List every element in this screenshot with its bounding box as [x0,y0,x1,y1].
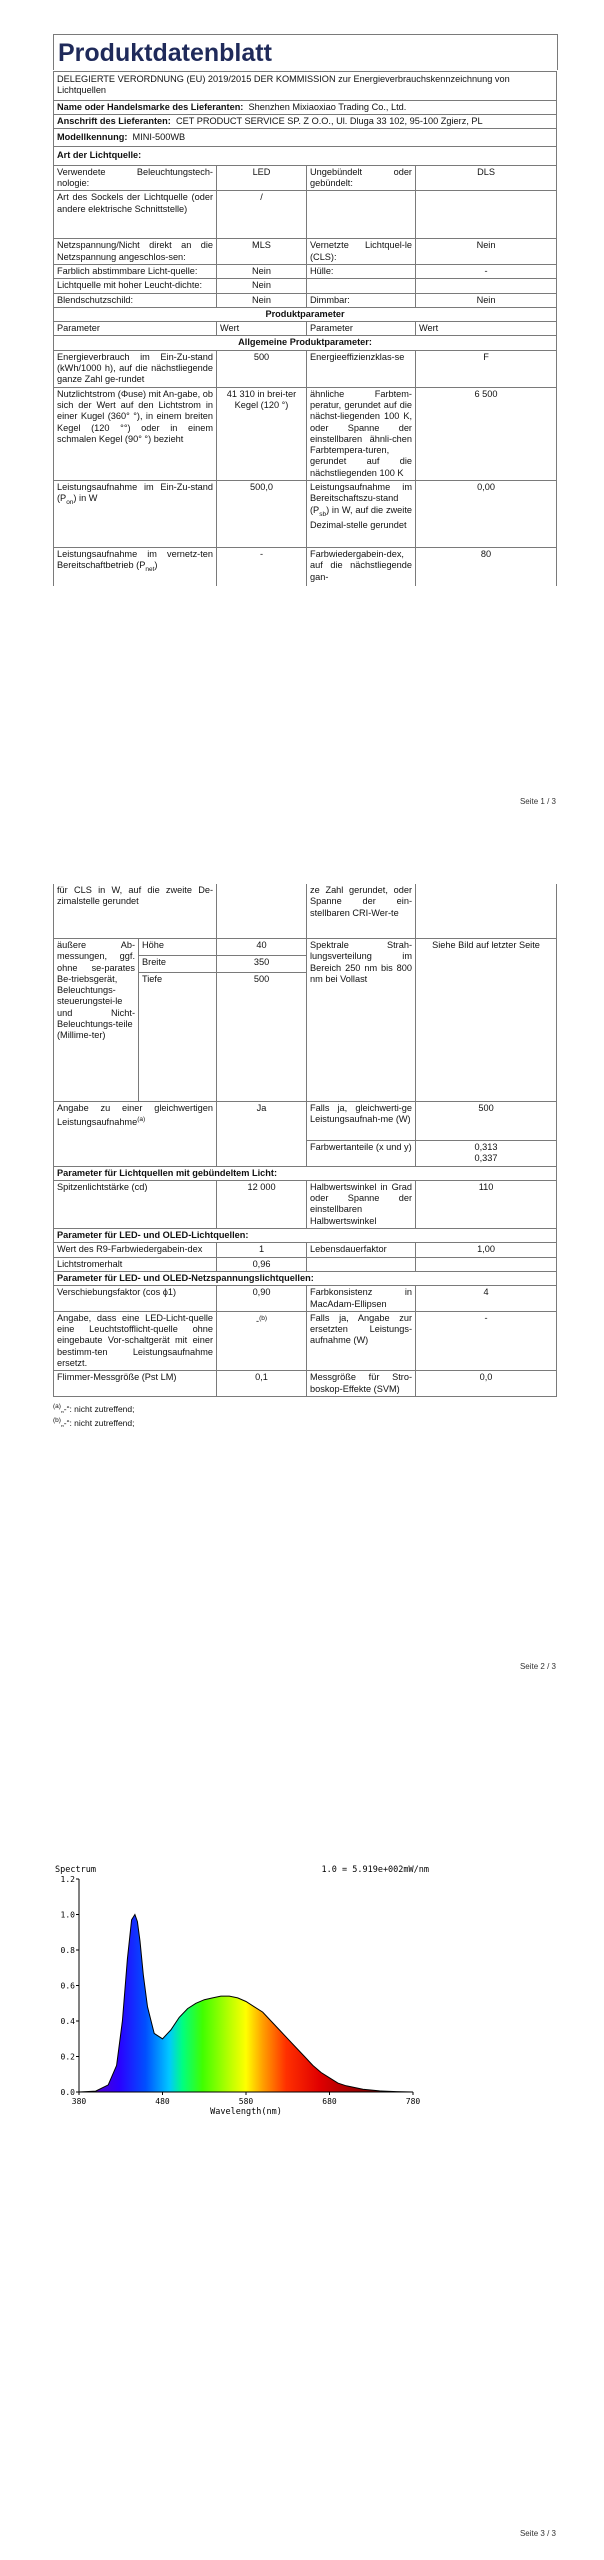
supplier-value: Shenzhen Mixiaoxiao Trading Co., Ltd. [248,101,407,112]
y-tick-label: 0.8 [60,1946,75,1955]
table-row [54,1257,557,1271]
led-header: Parameter für LED- und OLED-Lichtquellen: [54,1229,557,1243]
table-row [54,191,557,239]
supplier-label: Name oder Handelsmarke des Lieferanten: [57,101,244,112]
cap-type-label: Art des Sockels der Lichtquelle (oder andere elektrische Schnittstelle) [54,191,217,239]
empty-cell [416,1257,557,1271]
table-row [54,1371,557,1397]
table-row [54,481,557,548]
net-standby-label-cont: für CLS in W, auf die zweite De-zimalstelle gerundet [54,884,217,939]
page-2-content [53,884,556,1429]
x-tick-label: 380 [71,2097,87,2106]
tunable-value: Nein [217,264,307,278]
cap-type-value: / [217,191,307,239]
col-header-param: Parameter [54,322,217,336]
equiv-power-label [54,1102,217,1167]
column-headers [54,322,557,336]
page-number: Seite 2 / 3 [519,1662,556,1671]
peak-intensity-value: 12 000 [217,1180,307,1228]
directional-label: Ungebündelt oder gebündelt: [307,165,416,191]
x-axis-label: Wavelength(nm) [210,2107,282,2117]
table-row [54,279,557,293]
tunable-label: Farblich abstimmbare Licht-quelle: [54,264,217,278]
supplier-row [54,100,557,114]
replaced-power-value: - [416,1311,557,1370]
dimmable-value: Nein [416,293,557,307]
on-power-label [54,481,217,548]
width-label: Breite [139,955,217,972]
tech-value: LED [217,165,307,191]
anti-glare-label: Blendschutzschild: [54,293,217,307]
footnotes [53,1401,556,1429]
standby-text: Leistungsaufnahme im Bereitschaftszu-stand (P [310,482,412,515]
light-type-header: Art der Lichtquelle: [54,147,557,165]
table-row [54,239,557,265]
table-row [54,165,557,191]
chromaticity-y: 0,337 [474,1153,498,1164]
depth-value: 500 [217,972,307,1101]
table-row [54,1311,557,1370]
page-1 [0,0,604,830]
model-row [54,129,557,147]
plot-area [61,1875,421,2106]
beam-angle-label: Halbwertswinkel in Grad oder Spanne der einstellbaren Halbwertswinkel [307,1180,416,1228]
y-tick-label: 0.0 [60,2088,75,2097]
useful-flux-label: Nutzlichtstrom (Φuse) mit An-gabe, ob sich der Wert auf den Lichtstrom in einer Kugel (360° °), in einem breiten Kegel (120 °°) oder in einem schmalen Kegel (90° °) bezieht [54,387,217,480]
width-value: 350 [217,955,307,972]
address-label: Anschrift des Lieferanten: [57,115,171,126]
product-params-header: Produktparameter [54,307,557,321]
footnote-b-mark: (b) [53,1416,61,1424]
equiv-power-text: Angabe zu einer gleichwertigen Leistungsaufnahme [57,1103,214,1128]
replacement-sup: (b) [259,1314,268,1322]
table-row [54,939,557,956]
on-power-value: 500,0 [217,481,307,548]
cls-label: Vernetzte Lichtquel-le (CLS): [307,239,416,265]
datasheet-header [53,34,558,70]
standby-sub: sb [319,510,327,518]
footnote-a-text: „-“: nicht zutreffend; [60,1403,135,1414]
flicker-label: Flimmer-Messgröße (Pst LM) [54,1371,217,1397]
cri-value: 80 [416,548,557,587]
height-value: 40 [217,939,307,956]
dimensions-label: äußere Ab-messungen, ggf. ohne se-parates Be-triebsgerät, Beleuchtungs-steuerungstei-le und Nicht-Beleuchtungs-teile (Millime-ter) [54,939,139,1102]
on-power-sub: on [66,499,74,507]
survival-value: 1,00 [416,1243,557,1257]
macadam-value: 4 [416,1286,557,1312]
directional-value: DLS [416,165,557,191]
dimmable-label: Dimmbar: [307,293,416,307]
net-standby-value: - [217,548,307,587]
equiv-watt-value: 500 [416,1102,557,1141]
net-standby-sub: net [145,566,155,574]
y-tick-label: 0.6 [60,1981,75,1991]
table-row [54,264,557,278]
footnote-b [53,1415,556,1429]
spectrum-area [79,1915,413,2093]
spectrum-svg [53,1863,434,2119]
svm-label: Messgröße für Stro-boskop-Effekte (SVM) [307,1371,416,1397]
cri-label-cont: ze Zahl gerundet, oder Spanne der ein-stellbaren CRI-Wer-te [307,884,416,939]
table-row [54,387,557,480]
peak-intensity-label: Spitzenlichtstärke (cd) [54,1180,217,1228]
cri-label: Farbwiedergabein-dex, auf die nächstliegende gan- [307,548,416,587]
high-luminance-label: Lichtquelle mit hoher Leucht-dichte: [54,279,217,293]
address-value: CET PRODUCT SERVICE SP. Z O.O., Ul. Dluga 33 102, 95-100 Zgierz, PL [175,115,483,126]
efficiency-class-label: Energieeffizienzklas-se [307,350,416,387]
replaced-power-label: Falls ja, Angabe zur ersetzten Leistungs-aufnahme (W) [307,1311,416,1370]
net-standby-text: Leistungsaufnahme im vernetz-ten Bereitschaftbetrieb (P [57,549,213,571]
col-header-value: Wert [217,322,307,336]
footnote-a [53,1401,556,1415]
macadam-label: Farbkonsistenz in MacAdam-Ellipsen [307,1286,416,1312]
spectral-value: Siehe Bild auf letzter Seite [416,939,557,1102]
net-standby-text-end: ) [154,560,158,571]
y-tick-label: 0.2 [60,2052,75,2062]
table-row [54,548,557,587]
empty-cell [416,279,557,293]
model-value: MINI-500WB [132,132,186,143]
mains-led-header: Parameter für LED- und OLED-Netzspannungslichtquellen: [54,1271,557,1285]
x-tick-label: 780 [405,2097,421,2106]
mains-label: Netzspannung/Nicht direkt an die Netzspannung angeschlos-sen: [54,239,217,265]
x-tick-label: 480 [155,2097,170,2106]
footnote-b-text: „-“: nicht zutreffend; [60,1417,135,1428]
envelope-label: Hülle: [307,264,416,278]
address-row [54,114,557,128]
params-table-continued [53,884,557,1397]
svm-value: 0,0 [416,1371,557,1397]
cct-label: ähnliche Farbtem-peratur, gerundet auf die nächst-liegenden 100 K, oder Spanne der einstellbaren ähnli-chen Farbtempera-turen, gerundet auf die nächstliegenden 100 K [307,387,416,480]
general-params-header: Allgemeine Produktparameter: [54,336,557,350]
supplier-table [53,71,557,586]
lumen-maint-label: Lichtstromerhalt [54,1257,217,1271]
cct-value: 6 500 [416,387,557,480]
chromaticity-value [416,1141,557,1167]
chart-annotation: 1.0 = 5.919e+002mW/nm [321,1865,429,1875]
col-header-param2: Parameter [307,322,416,336]
chart-title: Spectrum [55,1865,96,1875]
displacement-value: 0,90 [217,1286,307,1312]
useful-flux-value: 41 310 in brei-ter Kegel (120 °) [217,387,307,480]
spectrum-chart [53,1863,434,2119]
directional-header: Parameter für Lichtquellen mit gebündeltem Licht: [54,1166,557,1180]
table-row [54,1286,557,1312]
depth-label: Tiefe [139,972,217,1101]
envelope-value: - [416,264,557,278]
regulation-text: DELEGIERTE VERORDNUNG (EU) 2019/2015 DER KOMMISSION zur Energieverbrauchskennzeichnung von Lichtquellen [54,72,557,101]
r9-value: 1 [217,1243,307,1257]
table-row [54,1243,557,1257]
standby-power-label [307,481,416,548]
replacement-value [217,1311,307,1370]
cls-value: Nein [416,239,557,265]
page-1-content [53,71,556,586]
equiv-power-value: Ja [217,1102,307,1167]
chromaticity-label: Farbwertanteile (x und y) [307,1141,416,1167]
flicker-value: 0,1 [217,1371,307,1397]
table-row [54,884,557,939]
spectral-label: Spektrale Strah-lungsverteilung im Bereich 250 nm bis 800 nm bei Vollast [307,939,416,1102]
lumen-maint-value: 0,96 [217,1257,307,1271]
page-title: Produktdatenblatt [58,39,272,67]
survival-label: Lebensdauerfaktor [307,1243,416,1257]
empty-cell [416,884,557,939]
page-number: Seite 1 / 3 [519,797,556,806]
table-row [54,1180,557,1228]
col-header-value2: Wert [416,322,557,336]
empty-cell [307,191,416,239]
page-2 [0,880,604,1680]
empty-cell [416,191,557,239]
height-label: Höhe [139,939,217,956]
energy-consumption-label: Energieverbrauch im Ein-Zu-stand (kWh/1000 h), auf die nächstliegende ganze Zahl ge-rundet [54,350,217,387]
table-row [54,350,557,387]
on-power-text-end: ) in W [73,493,98,504]
empty-cell [217,884,307,939]
standby-text-end: ) in W, auf die zweite Dezimal-stelle gerundet [310,504,412,530]
on-power-text: Leistungsaufnahme im Ein-Zu-stand (P [57,482,213,504]
x-tick-label: 580 [238,2097,254,2106]
standby-power-value: 0,00 [416,481,557,548]
y-tick-label: 1.2 [60,1875,75,1884]
efficiency-class-value: F [416,350,557,387]
page-3 [0,1700,604,2560]
displacement-label: Verschiebungsfaktor (cos ϕ1) [54,1286,217,1312]
x-tick-label: 680 [322,2097,337,2106]
replacement-label: Angabe, dass eine LED-Licht-quelle eine Leuchtstofflicht-quelle ohne eingebaute Vor-schaltgerät mit einer bestimm-ten Leistungsaufnahme ersetzt. [54,1311,217,1370]
table-row [54,1102,557,1141]
replacement-text: - [256,1315,260,1326]
beam-angle-value: 110 [416,1180,557,1228]
equiv-power-sup: (a) [137,1116,146,1124]
table-row [54,293,557,307]
footnote-a-mark: (a) [53,1402,61,1410]
tech-label: Verwendete Beleuchtungstech-nologie: [54,165,217,191]
y-tick-label: 1.0 [60,1910,75,1920]
page-number: Seite 3 / 3 [519,2529,556,2538]
high-luminance-value: Nein [217,279,307,293]
energy-consumption-value: 500 [217,350,307,387]
empty-cell [307,279,416,293]
net-standby-label [54,548,217,587]
r9-label: Wert des R9-Farbwiedergabein-dex [54,1243,217,1257]
equiv-watt-label: Falls ja, gleichwerti-ge Leistungsaufnah-me (W) [307,1102,416,1141]
model-label: Modellkennung: [57,132,128,143]
chromaticity-x: 0,313 [474,1142,498,1152]
anti-glare-value: Nein [217,293,307,307]
mains-value: MLS [217,239,307,265]
y-tick-label: 0.4 [60,2017,75,2026]
empty-cell [307,1257,416,1271]
